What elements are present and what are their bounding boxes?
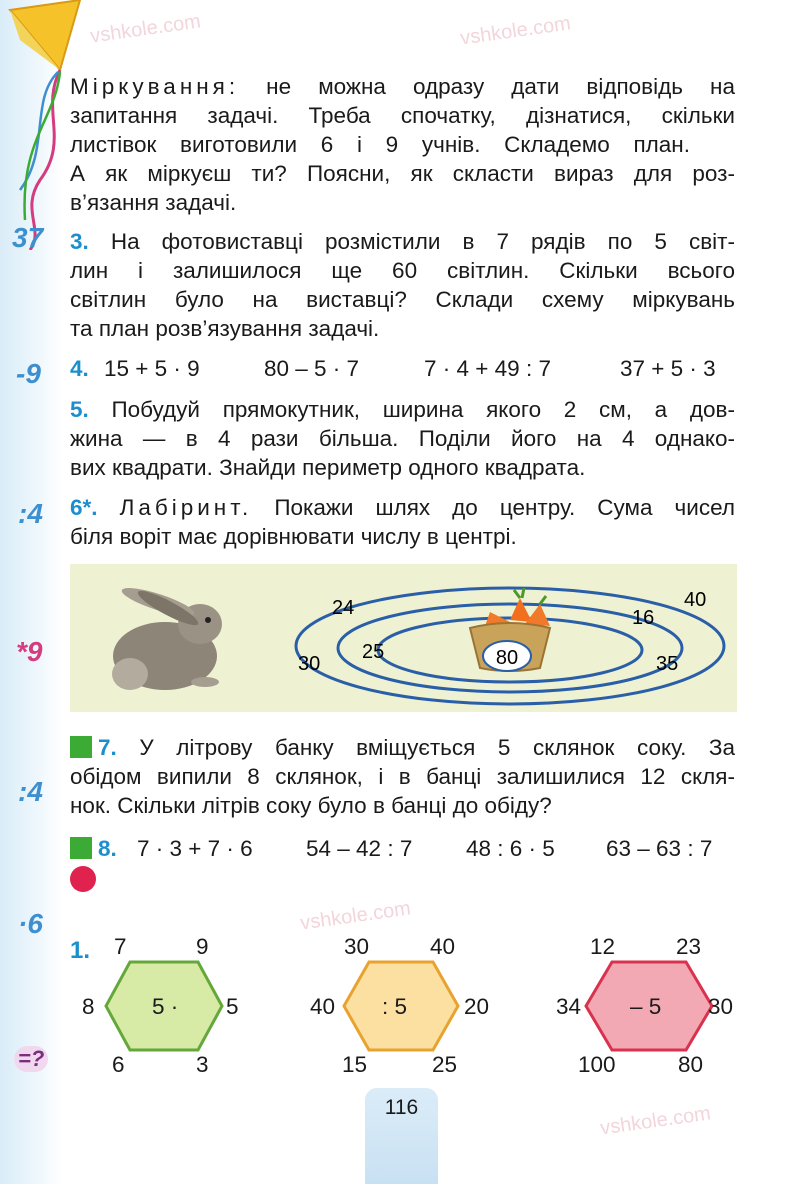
- watermark: vshkole.com: [598, 1102, 713, 1140]
- exercise-number: 1.: [70, 937, 91, 964]
- reasoning-line: в’язання задачі.: [70, 190, 237, 215]
- expression: 37 + 5 · 3: [620, 356, 716, 381]
- watermark: vshkole.com: [458, 12, 573, 50]
- hexagon-number: 15: [342, 1052, 368, 1077]
- maze-gate-number: 16: [632, 607, 655, 629]
- reasoning-line: запитання задачі. Треба спочатку, дізнатися, скільки: [70, 103, 735, 128]
- task5-line: 5. Побудуй прямокутник, ширина якого 2 см, а дов-: [70, 397, 735, 422]
- maze-gate-number: 40: [684, 589, 707, 611]
- hexagon-number: 8: [82, 994, 95, 1019]
- expression: 48 : 6 · 5: [466, 836, 555, 861]
- hexagon-number: 12: [590, 934, 616, 959]
- task6-line: 6*. Лабіринт. Покажи шлях до центру. Сума чисел: [70, 495, 735, 520]
- reasoning-line: А як міркуєш ти? Поясни, як скласти вираз для роз-: [70, 161, 735, 186]
- hexagon-number: 100: [578, 1052, 616, 1077]
- hexagon-center-label: 5 ·: [152, 994, 179, 1019]
- hexagon-number: 34: [556, 994, 582, 1019]
- task7-line: обідом випили 8 склянок, і в банці залишилися 12 скля-: [70, 764, 735, 789]
- hexagon-number: 30: [708, 994, 734, 1019]
- task-number: 3.: [70, 229, 89, 254]
- hexagon-number: 20: [464, 994, 490, 1019]
- task6-title: Лабіринт.: [119, 495, 253, 520]
- task6-line: біля воріт має дорівнювати числу в центрі.: [70, 524, 517, 549]
- maze-gate-number: 24: [332, 597, 355, 619]
- expression: 80 – 5 · 7: [264, 356, 360, 381]
- task-number: 4.: [70, 356, 89, 381]
- hexagon-number: 30: [344, 934, 370, 959]
- hexagon-center-label: – 5: [630, 994, 662, 1019]
- expression: 7 · 3 + 7 · 6: [137, 836, 253, 861]
- task3-line: та план розв’язування задачі.: [70, 316, 380, 341]
- hexagon-number: 25: [432, 1052, 458, 1077]
- task3-line: лин і залишилося ще 60 світлин. Скільки всього: [70, 258, 735, 283]
- maze-center-number: 80: [495, 647, 519, 669]
- task-number: 6*.: [70, 495, 98, 520]
- sidebar-label: ·6: [18, 908, 43, 939]
- expression: 15 + 5 · 9: [104, 356, 200, 381]
- reasoning-line: Міркування: не можна одразу дати відповідь на: [70, 74, 735, 99]
- hexagon-number: 40: [430, 934, 456, 959]
- task8-number: 8.: [70, 834, 117, 863]
- hexagon-number: 80: [678, 1052, 704, 1077]
- sidebar-label: :4: [18, 776, 43, 807]
- sidebar-label: -9: [16, 358, 41, 389]
- reasoning-title: Міркування:: [70, 74, 240, 99]
- hexagon-number: 5: [226, 994, 239, 1019]
- expression: 54 – 42 : 7: [306, 836, 413, 861]
- sidebar-label: *9: [16, 636, 43, 667]
- sidebar-label: 37: [12, 222, 44, 253]
- sidebar-label: =?: [14, 1046, 48, 1072]
- hexagon-center-label: : 5: [382, 994, 408, 1019]
- watermark: vshkole.com: [88, 10, 203, 48]
- task7-line: 7. У літрову банку вміщується 5 склянок соку. За: [70, 733, 735, 762]
- task3-line: світлин було на виставці? Склади схему міркувань: [70, 287, 735, 312]
- task5-line: вих квадрати. Знайди периметр одного квадрата.: [70, 455, 586, 480]
- reasoning-line: листівок виготовили 6 і 9 учнів. Складемо план.: [70, 132, 690, 157]
- expression: 7 · 4 + 49 : 7: [424, 356, 551, 381]
- maze-gate-number: 35: [656, 653, 679, 675]
- hexagon-number: 40: [310, 994, 336, 1019]
- hexagon-number: 23: [676, 934, 702, 959]
- page-number: 116: [384, 1096, 419, 1119]
- watermark: vshkole.com: [298, 897, 413, 935]
- task5-line: жина — в 4 рази більша. Поділи його на 4 однако-: [70, 426, 735, 451]
- task-number: 7.: [98, 735, 117, 760]
- hexagon-number: 9: [196, 934, 209, 959]
- hexagon-number: 3: [196, 1052, 209, 1077]
- expression: 63 – 63 : 7: [606, 836, 713, 861]
- sidebar-label: :4: [18, 498, 43, 529]
- task-number: 5.: [70, 397, 89, 422]
- maze-gate-number: 25: [362, 641, 385, 663]
- task3-line: 3. На фотовиставці розмістили в 7 рядів по 5 світ-: [70, 229, 735, 254]
- hexagon-number: 6: [112, 1052, 125, 1077]
- maze-gate-number: 30: [298, 653, 321, 675]
- task7-line: нок. Скільки літрів соку було в банці до обіду?: [70, 793, 552, 818]
- hexagon-number: 7: [114, 934, 127, 959]
